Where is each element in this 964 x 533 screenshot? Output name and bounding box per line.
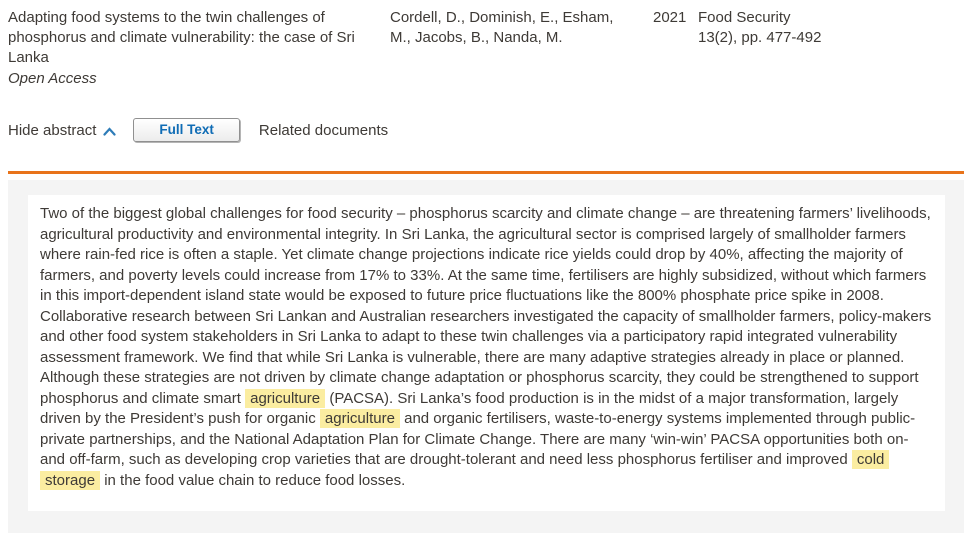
title-column: [8, 8, 382, 89]
abstract-segment: (PACSA). Sri Lanka’s food production is in the midst of a major transformation, largely driven by the President’s push for organic: [40, 389, 899, 427]
abstract-box: [28, 195, 945, 511]
authors-list: Cordell, D., Dominish, E., Esham, M., Jacobs, B., Nanda, M.: [390, 9, 614, 46]
open-access-label: Open Access: [8, 70, 97, 87]
hide-abstract-label: Hide abstract: [8, 121, 97, 139]
chevron-up-icon: [103, 127, 116, 136]
accent-divider: [8, 171, 964, 174]
highlighted-term: cold: [852, 450, 890, 469]
article-title[interactable]: Adapting food systems to the twin challenges of phosphorus and climate vulnerability: the case of Sri Lanka: [8, 9, 355, 66]
highlighted-term: agriculture: [245, 389, 325, 408]
abstract-segment: Two of the biggest global challenges for food security – phosphorus scarcity and climate change – are threatening farmers’ livelihoods, agricultural productivity and environmental integrity. In Sri Lanka, the agricultural sector is comprised largely of smallholder farmers where rain-fed rice is often a staple. Yet climate change projections indicate rice yields could drop by 40%, affecting the majority of farmers, and poverty levels could increase from 17% to 33%. At the same time, fertilisers are highly subsidized, without which farmers in this import-dependent island state would be exposed to future price fluctuations like the 800% phosphate price spike in 2008. Collaborative research between Sri Lankan and Australian researchers investigated the capacity of smallholder farmers, policy-makers and other food system stakeholders in Sri Lanka to adapt to these twin challenges via a participatory rapid integrated vulnerability assessment framework. We find that while Sri Lanka is vulnerable, there are many adaptive strategies already in place or planned. Although these strategies are not driven by climate change adaptation or phosphorus scarcity, they could be strengthened to support phosphorus and climate smart: [40, 205, 932, 407]
source-column: [698, 8, 956, 89]
abstract-segment: in the food value chain to reduce food losses.: [100, 471, 406, 489]
publication-year: 2021: [653, 9, 687, 26]
highlighted-term: storage: [40, 471, 100, 490]
abstract-segment: and organic fertilisers, waste-to-energy systems implemented through public-private partnerships, and the National Adaptation Plan for Climate Change. There are many ‘win-win’ PACSA opportunities both on- and off-farm, such as developing crop varieties that are drought-tolerant and need less phosphorus fertiliser and improved: [40, 410, 916, 468]
source-details: 13(2), pp. 477-492: [698, 29, 822, 46]
source-title[interactable]: Food Security: [698, 9, 791, 26]
highlighted-term: agriculture: [320, 409, 400, 428]
abstract-text: [40, 204, 935, 491]
abstract-panel: [8, 180, 964, 533]
full-text-button[interactable]: Full Text: [133, 118, 240, 142]
hide-abstract-link[interactable]: [8, 122, 116, 139]
related-documents-link[interactable]: Related documents: [258, 121, 389, 139]
actions-row: [0, 118, 964, 142]
result-header: [0, 0, 964, 89]
